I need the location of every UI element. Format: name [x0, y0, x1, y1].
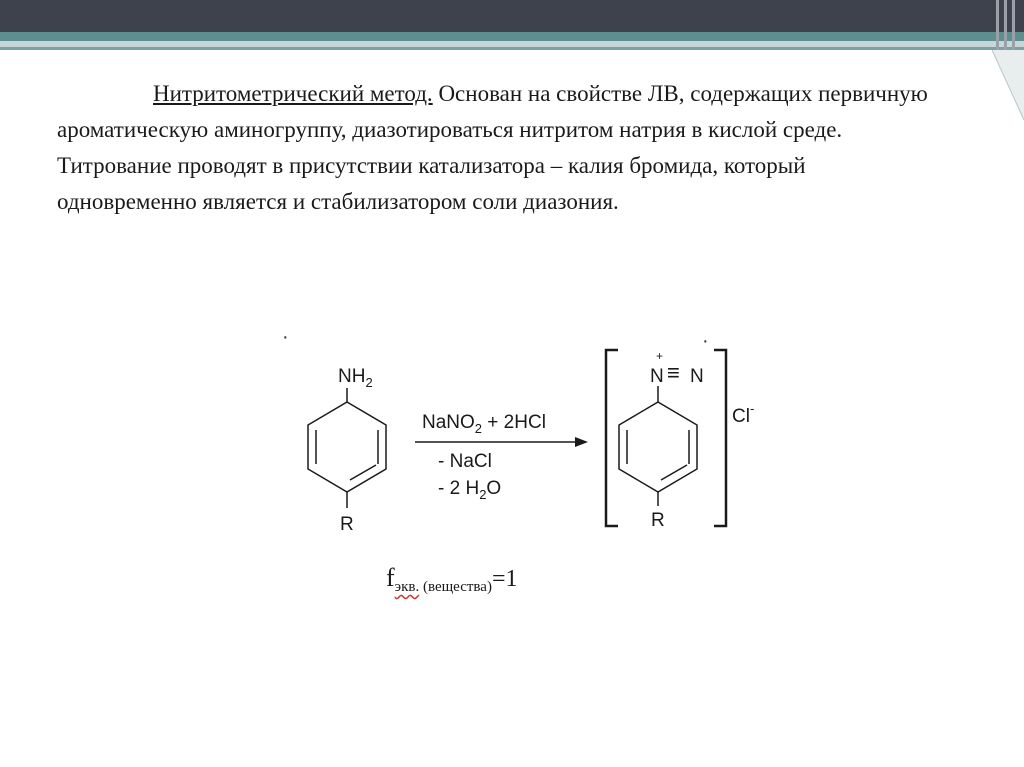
stray-dot: ·: [702, 330, 709, 352]
diazo-n2: N: [690, 366, 704, 387]
factor-subscript-substance: (вещества): [419, 579, 492, 595]
method-description: [57, 76, 937, 220]
counter-ion: Cl-: [732, 401, 755, 427]
header-band: [0, 0, 1024, 32]
equivalence-factor: [386, 563, 518, 596]
method-title: Нитритометрический метод.: [153, 81, 433, 106]
factor-value: =1: [491, 566, 518, 592]
amino-group: $NH_2$: [338, 366, 373, 390]
header-corner-lines: [990, 0, 1024, 50]
method-body: Основан на свойстве ЛВ, содержащих первичную ароматическую аминогруппу, диазотироваться нитритом натрия в кислой среде. Титрование проводят в присутствии катализатора – калия бромида, который одновременно является и стабилизатором соли диазония.: [57, 81, 928, 214]
header-stripe-teal: [0, 32, 1024, 41]
byproduct-water: - 2 $H_2O$: [438, 478, 502, 502]
reaction-arrow: [415, 437, 588, 447]
page-fold-decoration: [992, 50, 1024, 120]
diazotization-scheme: [270, 330, 770, 545]
factor-subscript: [395, 579, 492, 595]
diazo-charge: +: [656, 349, 664, 363]
stray-dot: ·: [282, 326, 289, 348]
factor-symbol: f: [386, 563, 395, 592]
substituent-r: R: [340, 514, 354, 535]
header-stripe-accent: [0, 47, 1024, 50]
factor-subscript-ekv: экв.: [394, 579, 420, 595]
reagents: NaNO$_2$ + 2HCl: [422, 412, 546, 436]
byproduct-nacl: - NaCl: [438, 451, 492, 472]
aniline-ring: [308, 388, 386, 508]
product-substituent-r: R: [651, 510, 665, 531]
diazonium-ring: [619, 386, 697, 506]
product-brackets: [606, 350, 726, 526]
triple-bond: ≡: [667, 360, 680, 385]
diazo-n1: N: [650, 366, 664, 387]
